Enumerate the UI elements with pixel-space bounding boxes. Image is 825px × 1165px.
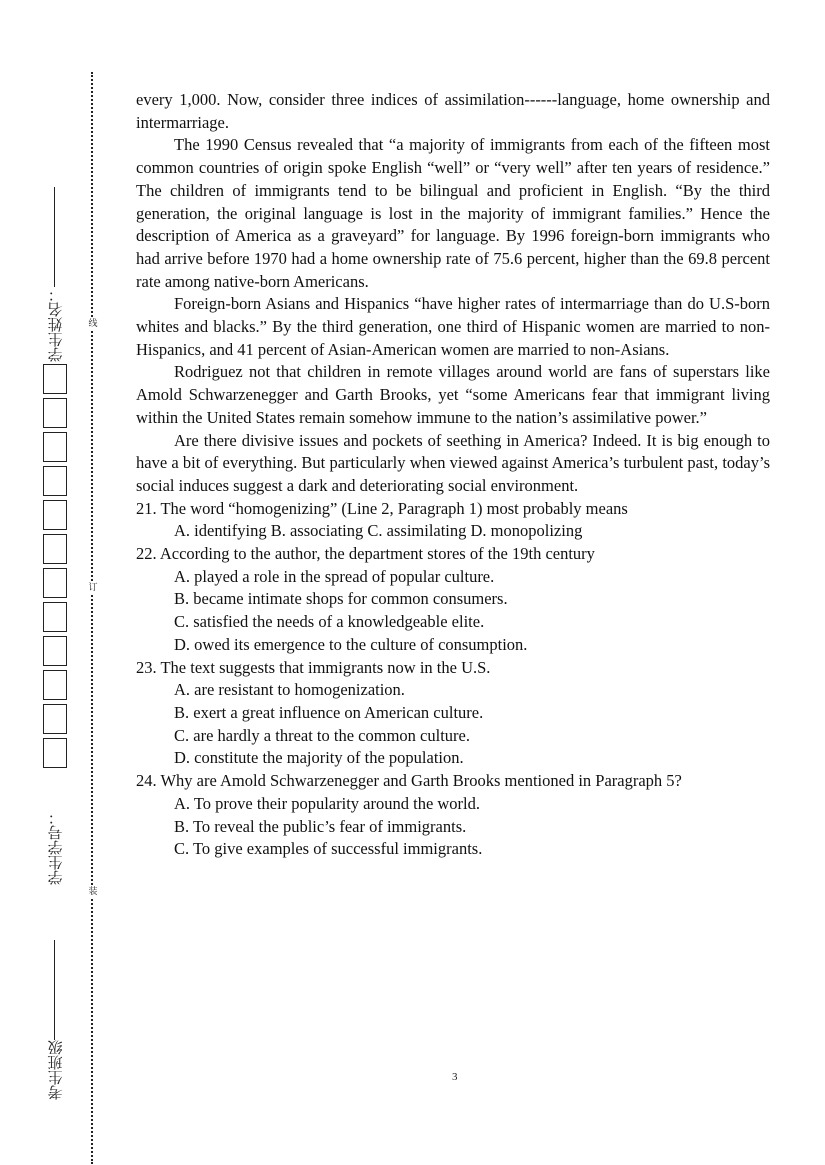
option-d: D. constitute the majority of the population. — [174, 748, 464, 768]
answer-box[interactable] — [43, 670, 67, 700]
binding-dotted-line — [91, 72, 93, 1164]
option-b: B. To reveal the public’s fear of immigrants. — [174, 816, 467, 836]
paragraph-4: Are there divisive issues and pockets of seething in America? Indeed. It is big enough to have a bit of everything. But particularly when viewed against America’s turbulent past, today’s social induces suggest a dark and deteriorating social environment. — [136, 430, 770, 495]
answer-box[interactable] — [43, 636, 67, 666]
question-options: A. identifying B. associating C. assimilating D. monopolizing — [174, 521, 583, 541]
paragraph-2: Foreign-born Asians and Hispanics “have higher rates of intermarriage than do U.S-born whites and blacks.” By the third generation, one third of Hispanic women are married to non-Hispanics, and 41 percent of Asian-American women are married to non-Asians. — [136, 294, 770, 359]
question-stem: 22. According to the author, the department stores of the 19th century — [136, 544, 595, 564]
paragraph-1: The 1990 Census revealed that “a majority of immigrants from each of the fifteen most common countries of origin spoke English “well” or “very well” after ten years of residence.” The children of immigrants tend to be bilingual and proficient in English. “By the third generation, the original language is lost in the majority of immigrant families.” Hence the description of America as a graveyard” for language. By 1996 foreign-born immigrants who had arrive before 1970 had a home ownership rate of 75.6 percent, higher than the 69.8 percent rate among native-born Americans. — [136, 135, 770, 291]
student-id-label: 学生学号： — [46, 810, 65, 885]
class-field[interactable] — [55, 940, 56, 1040]
question-24 — [136, 770, 770, 861]
option-a: A. played a role in the spread of popular culture. — [174, 566, 495, 586]
question-stem: 21. The word “homogenizing” (Line 2, Paragraph 1) most probably means — [136, 498, 628, 518]
answer-box[interactable] — [43, 364, 67, 394]
answer-box[interactable] — [43, 398, 67, 428]
student-name-label: 学生姓名： — [46, 287, 65, 362]
answer-box[interactable] — [43, 568, 67, 598]
page-number: 3 — [452, 1071, 458, 1083]
binding-mark-zhuang: 装 — [86, 886, 100, 898]
passage-content — [136, 89, 770, 861]
student-name-block — [40, 170, 70, 770]
answer-box[interactable] — [43, 534, 67, 564]
option-b: B. exert a great influence on American culture. — [174, 702, 484, 722]
answer-box[interactable] — [43, 704, 67, 734]
question-21 — [136, 498, 770, 543]
class-block — [40, 890, 70, 1100]
option-c: C. To give examples of successful immigrants. — [174, 839, 483, 859]
binding-mark-xian: 线 — [86, 318, 100, 330]
question-23 — [136, 657, 770, 771]
option-a: A. are resistant to homogenization. — [174, 680, 405, 700]
paragraph-3: Rodriguez not that children in remote villages around world are fans of superstars like Amold Schwarzenegger and Garth Brooks, yet “some Americans fear that immigrant living within the United States remain somehow immune to the nation’s assimilative power.” — [136, 362, 770, 427]
class-label: 考生班级 — [46, 1040, 65, 1100]
option-b: B. became intimate shops for common consumers. — [174, 589, 508, 609]
question-stem: 24. Why are Amold Schwarzenegger and Garth Brooks mentioned in Paragraph 5? — [136, 771, 682, 791]
answer-box[interactable] — [43, 432, 67, 462]
paragraph-0: every 1,000. Now, consider three indices of assimilation------language, home ownership and intermarriage. — [136, 90, 770, 132]
question-22 — [136, 543, 770, 657]
option-c: C. are hardly a threat to the common culture. — [174, 725, 470, 745]
option-a: A. To prove their popularity around the world. — [174, 793, 481, 813]
student-name-field[interactable] — [55, 187, 56, 287]
question-stem: 23. The text suggests that immigrants now in the U.S. — [136, 657, 491, 677]
option-d: D. owed its emergence to the culture of consumption. — [174, 634, 528, 654]
answer-box[interactable] — [43, 466, 67, 496]
option-c: C. satisfied the needs of a knowledgeable elite. — [174, 612, 485, 632]
answer-box[interactable] — [43, 738, 67, 768]
student-id-block — [40, 775, 70, 885]
binding-mark-ding: 订 — [86, 582, 100, 594]
answer-box[interactable] — [43, 500, 67, 530]
answer-box[interactable] — [43, 602, 67, 632]
